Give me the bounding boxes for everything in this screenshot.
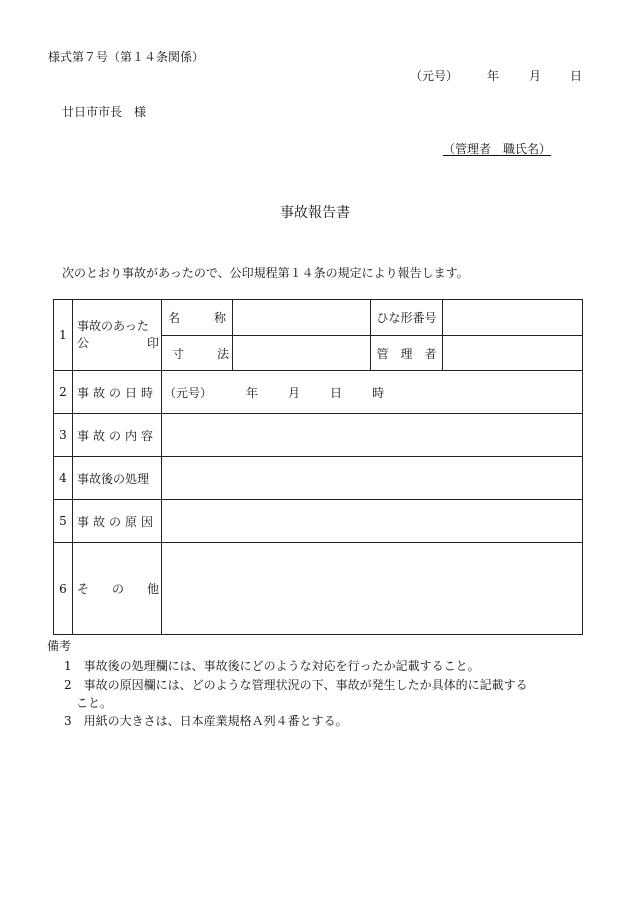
datetime-day: 日 xyxy=(330,385,343,400)
stamp-label-right: 印 xyxy=(146,336,159,350)
row-label-stamp xyxy=(73,300,162,371)
size-label-b: 法 xyxy=(216,346,229,361)
table-row xyxy=(54,457,583,500)
row-number: 1 xyxy=(54,300,73,371)
manager-label: 管 理 者 xyxy=(371,336,443,371)
note-item-continuation: こと。 xyxy=(76,696,113,710)
row-label-datetime: 事故の日時 xyxy=(73,371,162,414)
size-value-cell[interactable] xyxy=(233,336,371,371)
manager-value-cell[interactable] xyxy=(443,336,583,371)
other-label-c: 他 xyxy=(146,582,159,596)
date-month: 月 xyxy=(529,69,542,83)
date-year: 年 xyxy=(487,69,500,83)
row-number: 6 xyxy=(54,543,73,635)
datetime-hour: 時 xyxy=(372,385,385,400)
row-label-content: 事故の内容 xyxy=(73,414,162,457)
datetime-month: 月 xyxy=(288,385,301,400)
table-row xyxy=(54,500,583,543)
row-number: 4 xyxy=(54,457,73,500)
row-number: 5 xyxy=(54,500,73,543)
aftermath-value-cell[interactable] xyxy=(162,457,583,500)
form-number: 様式第７号（第１４条関係） xyxy=(48,50,205,64)
datetime-era: （元号） xyxy=(164,385,213,400)
stamp-label-left: 公 xyxy=(77,336,90,350)
name-label xyxy=(162,300,233,336)
row-label-aftermath: 事故後の処理 xyxy=(73,457,162,500)
row-number: 3 xyxy=(54,414,73,457)
date-day: 日 xyxy=(570,69,583,83)
report-table xyxy=(53,299,583,635)
row-label-other xyxy=(73,543,162,635)
stamp-label-line1: 事故のあった xyxy=(77,319,149,333)
table-row xyxy=(54,371,583,414)
name-label-b: 称 xyxy=(213,311,226,325)
name-label-a: 名 xyxy=(168,311,181,325)
row-number: 2 xyxy=(54,371,73,414)
intro-text: 次のとおり事故があったので、公印規程第１４条の規定により報告します。 xyxy=(62,266,469,280)
cause-value-cell[interactable] xyxy=(162,500,583,543)
name-value-cell[interactable] xyxy=(233,300,371,336)
table-row xyxy=(54,300,583,336)
size-label xyxy=(162,336,233,371)
date-era: （元号） xyxy=(410,69,459,83)
other-label-b: の xyxy=(111,582,124,596)
datetime-year: 年 xyxy=(246,385,259,400)
template-number-label: ひな形番号 xyxy=(371,300,443,336)
datetime-value-cell[interactable] xyxy=(162,371,583,414)
addressee: 廿日市市長 様 xyxy=(62,105,147,119)
note-item: 1 事故後の処理欄には、事故後にどのような対応を行ったか記載すること。 xyxy=(64,659,480,673)
size-label-a: 寸 xyxy=(172,346,185,361)
table-row xyxy=(54,414,583,457)
template-number-value-cell[interactable] xyxy=(443,300,583,336)
table-row xyxy=(54,543,583,635)
note-item: 2 事故の原因欄には、どのような管理状況の下、事故が発生したか具体的に記載する xyxy=(64,678,528,692)
content-value-cell[interactable] xyxy=(162,414,583,457)
admin-name-field: （管理者 職氏名） xyxy=(443,142,552,156)
notes-heading: 備考 xyxy=(47,639,72,653)
row-label-cause: 事故の原因 xyxy=(73,500,162,543)
note-item: 3 用紙の大きさは、日本産業規格Ａ列４番とする。 xyxy=(64,714,348,728)
other-label-a: そ xyxy=(77,582,90,596)
other-value-cell[interactable] xyxy=(162,543,583,635)
document-title: 事故報告書 xyxy=(280,205,350,221)
